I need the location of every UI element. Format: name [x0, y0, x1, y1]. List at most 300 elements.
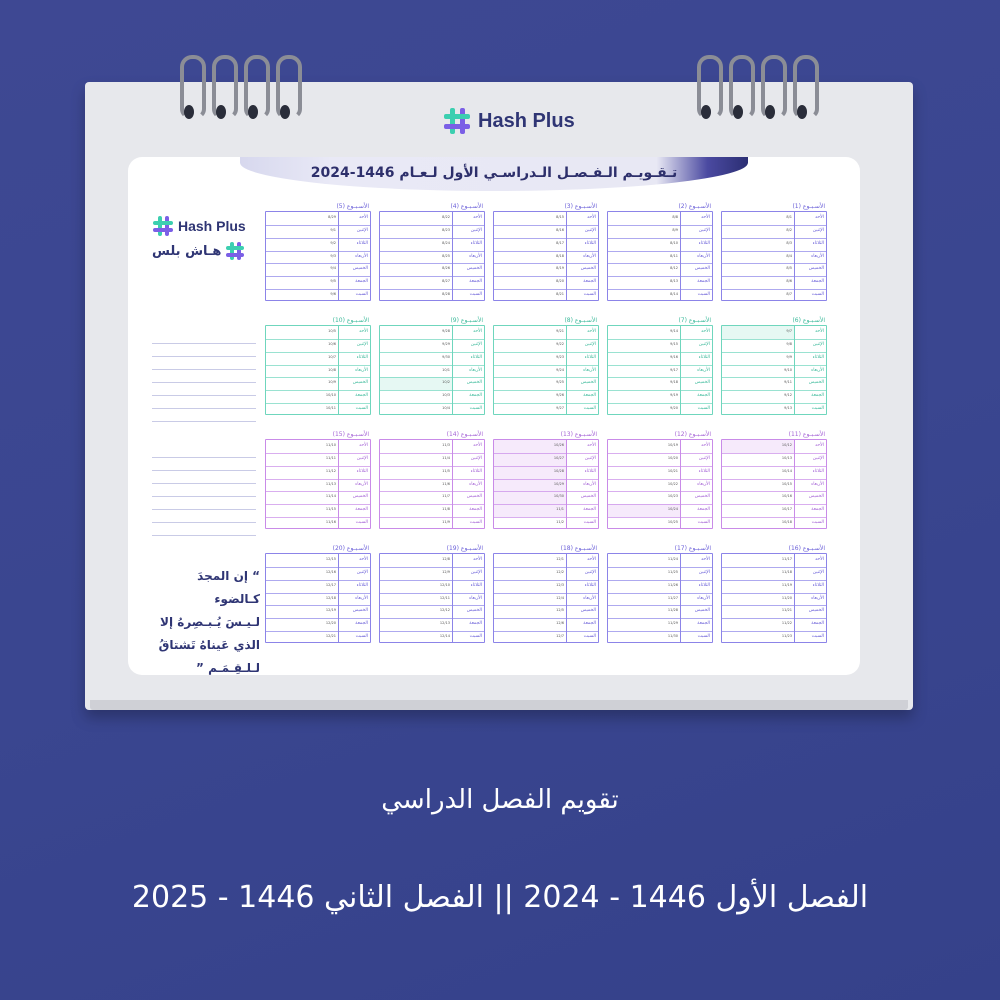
date-label: 9/11 [784, 380, 792, 385]
day-label: الأحد [587, 215, 596, 220]
date-label: 9/29 [442, 341, 450, 346]
day-label: السبت [697, 292, 710, 298]
date-label: 8/26 [442, 266, 450, 271]
quote-line: لـلـقِـمَـمِ ” [196, 661, 260, 675]
day-label: الأربعاء [811, 481, 824, 487]
date-label: 9/4 [330, 266, 336, 271]
day-label: الثلاثاء [698, 582, 710, 588]
day-label: الخميس [580, 494, 596, 500]
date-label: 8/6 [786, 279, 792, 284]
day-label: الأحد [701, 443, 710, 448]
date-label: 10/22 [667, 481, 678, 486]
week-card [493, 545, 599, 643]
date-label: 12/1 [556, 557, 564, 561]
week-number: (2) [678, 203, 687, 210]
date-label: 10/24 [667, 507, 678, 512]
date-label: 12/6 [556, 621, 564, 626]
day-label: الجمعة [697, 507, 710, 513]
day-label: الأحد [359, 329, 368, 334]
date-label: 8/2 [786, 227, 792, 232]
week-card [493, 317, 599, 415]
date-label: 10/23 [667, 494, 678, 499]
week-table [721, 439, 827, 529]
day-label: الخميس [352, 266, 368, 272]
date-label: 11/10 [325, 443, 336, 447]
week-title: الأسـبـوع (10) [332, 317, 369, 324]
day-label: الخميس [466, 608, 482, 614]
day-label: السبت [697, 520, 710, 526]
date-label: 8/16 [556, 227, 564, 232]
date-label: 10/25 [667, 520, 678, 525]
week-number: (17) [674, 545, 687, 552]
day-label: السبت [811, 292, 824, 298]
quote-line: الذي عَيناهُ تَشتاقُ [158, 638, 260, 652]
week-card [607, 545, 713, 643]
week-card [265, 545, 371, 643]
week-number: (8) [564, 317, 573, 324]
week-number: (3) [564, 203, 573, 210]
date-label: 12/17 [325, 582, 336, 587]
week-table [607, 553, 713, 643]
date-label: 10/20 [667, 455, 678, 460]
panel-logo [152, 215, 260, 237]
date-label: 8/3 [786, 240, 792, 245]
week-card [379, 203, 485, 301]
date-label: 9/8 [786, 341, 792, 346]
date-label: 11/5 [442, 468, 450, 473]
day-label: الثلاثاء [356, 240, 368, 246]
brand-name: Hash Plus [478, 109, 575, 132]
date-label: 10/12 [781, 443, 792, 447]
date-label: 11/30 [667, 634, 678, 639]
week-number: (5) [336, 203, 345, 210]
date-label: 8/19 [556, 266, 564, 271]
week-table [265, 325, 371, 415]
date-label: 11/6 [442, 481, 450, 486]
date-label: 9/25 [556, 380, 564, 385]
day-label: السبت [469, 634, 482, 640]
week-card [607, 203, 713, 301]
week-title: الأسـبـوع (15) [332, 431, 369, 438]
date-label: 9/30 [442, 354, 450, 359]
day-label: الأربعاء [811, 367, 824, 373]
date-label: 12/2 [556, 569, 564, 574]
day-label: السبت [811, 520, 824, 526]
week-title: الأسـبـوع (1) [792, 203, 825, 210]
day-label: الإثنين [698, 455, 710, 461]
week-title: الأسـبـوع (9) [450, 317, 483, 324]
day-label: الأحد [815, 443, 824, 448]
day-label: الثلاثاء [584, 582, 596, 588]
day-label: الأربعاء [697, 253, 710, 259]
date-label: 8/23 [442, 227, 450, 232]
week-title: الأسـبـوع (16) [788, 545, 825, 552]
day-label: الأحد [473, 329, 482, 334]
day-label: الإثنين [470, 455, 482, 461]
week-card [721, 431, 827, 529]
day-label: الجمعة [355, 507, 368, 513]
date-label: 8/29 [328, 215, 336, 219]
day-label: الإثنين [470, 569, 482, 575]
date-label: 10/10 [325, 393, 336, 398]
week-table [493, 553, 599, 643]
week-title: الأسـبـوع (20) [332, 545, 369, 552]
date-label: 9/5 [330, 279, 336, 284]
week-table [493, 211, 599, 301]
date-label: 10/2 [442, 380, 450, 385]
week-table [379, 325, 485, 415]
day-label: السبت [469, 406, 482, 412]
date-label: 9/12 [784, 393, 792, 398]
date-label: 10/5 [328, 329, 336, 333]
day-label: الثلاثاء [812, 582, 824, 588]
date-label: 11/19 [781, 582, 792, 587]
day-label: الأحد [359, 443, 368, 448]
date-label: 12/16 [325, 569, 336, 574]
day-label: الجمعة [697, 393, 710, 399]
ring-icon [210, 55, 236, 125]
day-label: الثلاثاء [584, 354, 596, 360]
date-label: 9/16 [670, 354, 678, 359]
week-table [493, 439, 599, 529]
date-label: 10/15 [781, 481, 792, 486]
day-label: الخميس [580, 266, 596, 272]
day-label: الخميس [808, 494, 824, 500]
day-label: الجمعة [697, 279, 710, 285]
week-number: (20) [332, 545, 345, 552]
week-table [493, 325, 599, 415]
date-label: 8/17 [556, 240, 564, 245]
day-label: الأحد [473, 557, 482, 562]
day-label: الإثنين [584, 341, 596, 347]
date-label: 10/18 [781, 520, 792, 525]
calendar-title: تـقـويـم الـفـصـل الـدراسـي الأول لـعـام 1446-2024 [310, 165, 678, 181]
date-label: 9/7 [786, 329, 792, 333]
day-label: الثلاثاء [356, 582, 368, 588]
day-label: الأحد [701, 557, 710, 562]
date-label: 8/27 [442, 279, 450, 284]
date-label: 8/1 [786, 215, 792, 219]
day-label: الخميس [352, 494, 368, 500]
day-label: الخميس [694, 608, 710, 614]
day-label: الأحد [587, 557, 596, 562]
hash-logo-icon [442, 106, 472, 136]
day-label: الأربعاء [811, 595, 824, 601]
date-label: 8/18 [556, 253, 564, 258]
day-label: الإثنين [698, 569, 710, 575]
day-label: الثلاثاء [698, 468, 710, 474]
day-label: السبت [697, 634, 710, 640]
week-card [379, 545, 485, 643]
date-label: 11/17 [781, 557, 792, 561]
week-title: الأسـبـوع (11) [788, 431, 825, 438]
date-label: 9/20 [670, 406, 678, 411]
date-label: 10/17 [781, 507, 792, 512]
day-label: السبت [583, 634, 596, 640]
day-label: الخميس [466, 380, 482, 386]
notes-lines-2 [152, 445, 256, 536]
day-label: الأربعاء [355, 253, 368, 259]
date-label: 8/8 [672, 215, 678, 219]
date-label: 9/19 [670, 393, 678, 398]
day-label: الجمعة [811, 621, 824, 627]
date-label: 11/24 [667, 557, 678, 561]
date-label: 9/27 [556, 406, 564, 411]
date-label: 10/13 [781, 455, 792, 460]
day-label: الجمعة [355, 393, 368, 399]
day-label: الثلاثاء [356, 468, 368, 474]
date-label: 8/21 [556, 292, 564, 297]
quote-line: لـيـسَ يُـبـصِرهُ إلا [160, 615, 260, 629]
quote-block [148, 565, 260, 675]
week-table [721, 325, 827, 415]
date-label: 9/6 [330, 292, 336, 297]
day-label: الجمعة [811, 393, 824, 399]
day-label: الإثنين [356, 455, 368, 461]
week-title: الأسـبـوع (19) [446, 545, 483, 552]
week-card [379, 317, 485, 415]
week-card [607, 431, 713, 529]
week-title: الأسـبـوع (17) [674, 545, 711, 552]
day-label: الثلاثاء [470, 240, 482, 246]
date-label: 12/10 [439, 582, 450, 587]
brand-name-arabic: هـاش بلس [152, 243, 222, 259]
date-label: 12/19 [325, 608, 336, 613]
day-label: الثلاثاء [470, 354, 482, 360]
week-table [607, 325, 713, 415]
date-label: 11/16 [325, 520, 336, 525]
date-label: 11/8 [442, 507, 450, 512]
date-label: 10/4 [442, 406, 450, 411]
week-number: (18) [560, 545, 573, 552]
date-label: 9/26 [556, 393, 564, 398]
stand-base [90, 700, 908, 710]
date-label: 10/6 [328, 341, 336, 346]
date-label: 11/23 [781, 634, 792, 639]
date-label: 12/12 [439, 608, 450, 613]
top-brand-logo [442, 106, 575, 136]
day-label: السبت [811, 634, 824, 640]
date-label: 11/9 [442, 520, 450, 525]
week-card [265, 431, 371, 529]
day-label: الجمعة [811, 279, 824, 285]
date-label: 10/3 [442, 393, 450, 398]
date-label: 11/27 [667, 595, 678, 600]
date-label: 11/4 [442, 455, 450, 460]
day-label: الثلاثاء [698, 240, 710, 246]
date-label: 11/20 [781, 595, 792, 600]
panel-brand-name: Hash Plus [178, 218, 246, 234]
date-label: 11/22 [781, 621, 792, 626]
date-label: 9/22 [556, 341, 564, 346]
date-label: 8/28 [442, 292, 450, 297]
day-label: الإثنين [812, 227, 824, 233]
date-label: 11/2 [556, 520, 564, 525]
week-card [721, 203, 827, 301]
week-title: الأسـبـوع (14) [446, 431, 483, 438]
day-label: السبت [469, 520, 482, 526]
day-label: الخميس [694, 380, 710, 386]
date-label: 8/12 [670, 266, 678, 271]
day-label: الإثنين [812, 341, 824, 347]
date-label: 8/10 [670, 240, 678, 245]
day-label: السبت [811, 406, 824, 412]
day-label: الإثنين [470, 341, 482, 347]
ring-icon [178, 55, 204, 125]
date-label: 9/10 [784, 367, 792, 372]
day-label: الثلاثاء [584, 240, 596, 246]
day-label: الجمعة [469, 621, 482, 627]
week-number: (15) [332, 431, 345, 438]
date-label: 10/19 [667, 443, 678, 447]
date-label: 10/30 [553, 494, 564, 499]
week-table [721, 553, 827, 643]
week-number: (1) [792, 203, 801, 210]
day-label: الخميس [694, 494, 710, 500]
day-label: الخميس [694, 266, 710, 272]
date-label: 10/21 [667, 468, 678, 473]
date-label: 8/13 [670, 279, 678, 284]
day-label: الثلاثاء [470, 582, 482, 588]
day-label: الجمعة [583, 621, 596, 627]
week-title: الأسـبـوع (12) [674, 431, 711, 438]
week-number: (12) [674, 431, 687, 438]
date-label: 8/22 [442, 215, 450, 219]
day-label: الإثنين [698, 341, 710, 347]
day-label: الأربعاء [469, 253, 482, 259]
day-label: الأربعاء [469, 595, 482, 601]
day-label: الإثنين [698, 227, 710, 233]
date-label: 8/25 [442, 253, 450, 258]
date-label: 11/26 [667, 582, 678, 587]
hash-logo-icon [225, 241, 245, 261]
date-label: 8/7 [786, 292, 792, 297]
date-label: 8/4 [786, 253, 792, 258]
day-label: الأربعاء [697, 595, 710, 601]
date-label: 12/20 [325, 621, 336, 626]
date-label: 11/11 [325, 455, 336, 460]
week-card [379, 431, 485, 529]
week-card [493, 203, 599, 301]
day-label: الخميس [580, 380, 596, 386]
day-label: الخميس [580, 608, 596, 614]
ring-icon [242, 55, 268, 125]
day-label: الأربعاء [355, 595, 368, 601]
day-label: الجمعة [469, 507, 482, 513]
week-number: (7) [678, 317, 687, 324]
week-table [265, 553, 371, 643]
right-binder-rings [695, 55, 817, 125]
day-label: السبت [583, 292, 596, 298]
day-label: الأحد [359, 215, 368, 220]
day-label: الإثنين [584, 227, 596, 233]
day-label: الأربعاء [583, 253, 596, 259]
date-label: 12/4 [556, 595, 564, 600]
day-label: الخميس [808, 380, 824, 386]
week-number: (4) [450, 203, 459, 210]
day-label: الثلاثاء [812, 240, 824, 246]
day-label: الأحد [701, 329, 710, 334]
week-number: (19) [446, 545, 459, 552]
date-label: 8/15 [556, 215, 564, 219]
day-label: الإثنين [356, 227, 368, 233]
caption-title: تقويم الفصل الدراسي [381, 785, 619, 815]
date-label: 8/14 [670, 292, 678, 297]
week-number: (13) [560, 431, 573, 438]
day-label: السبت [697, 406, 710, 412]
week-number: (6) [792, 317, 801, 324]
day-label: الثلاثاء [812, 354, 824, 360]
week-table [379, 553, 485, 643]
date-label: 12/15 [325, 557, 336, 561]
side-panel [152, 215, 260, 261]
day-label: الثلاثاء [812, 468, 824, 474]
date-label: 12/7 [556, 634, 564, 639]
date-label: 10/11 [325, 406, 336, 411]
date-label: 12/21 [325, 634, 336, 639]
date-label: 11/29 [667, 621, 678, 626]
date-label: 9/24 [556, 367, 564, 372]
ring-icon [727, 55, 753, 125]
day-label: السبت [355, 292, 368, 298]
date-label: 9/13 [784, 406, 792, 411]
ring-icon [759, 55, 785, 125]
day-label: الأحد [815, 329, 824, 334]
week-number: (10) [332, 317, 345, 324]
day-label: الجمعة [583, 507, 596, 513]
day-label: السبت [583, 520, 596, 526]
date-label: 10/9 [328, 380, 336, 385]
date-label: 9/18 [670, 380, 678, 385]
day-label: الأربعاء [355, 367, 368, 373]
day-label: الإثنين [356, 569, 368, 575]
week-table [265, 211, 371, 301]
week-table [721, 211, 827, 301]
date-label: 12/11 [439, 595, 450, 600]
week-title: الأسـبـوع (2) [678, 203, 711, 210]
date-label: 10/7 [328, 354, 336, 359]
date-label: 12/13 [439, 621, 450, 626]
date-label: 12/3 [556, 582, 564, 587]
date-label: 11/15 [325, 507, 336, 512]
day-label: الأحد [359, 557, 368, 562]
week-title: الأسـبـوع (5) [336, 203, 369, 210]
date-label: 12/14 [439, 634, 450, 639]
ring-icon [695, 55, 721, 125]
day-label: الجمعة [469, 393, 482, 399]
day-label: الخميس [352, 608, 368, 614]
week-title: الأسـبـوع (18) [560, 545, 597, 552]
notes-lines-1 [152, 331, 256, 422]
day-label: الأربعاء [469, 481, 482, 487]
week-card [265, 317, 371, 415]
day-label: الخميس [808, 608, 824, 614]
day-label: السبت [469, 292, 482, 298]
day-label: الثلاثاء [356, 354, 368, 360]
day-label: الخميس [352, 380, 368, 386]
day-label: السبت [355, 520, 368, 526]
day-label: الجمعة [697, 621, 710, 627]
week-table [607, 439, 713, 529]
day-label: الثلاثاء [584, 468, 596, 474]
day-label: الجمعة [583, 279, 596, 285]
date-label: 11/3 [442, 443, 450, 447]
day-label: الأحد [587, 443, 596, 448]
date-label: 12/9 [442, 569, 450, 574]
day-label: الجمعة [469, 279, 482, 285]
day-label: الخميس [466, 494, 482, 500]
week-title: الأسـبـوع (8) [564, 317, 597, 324]
